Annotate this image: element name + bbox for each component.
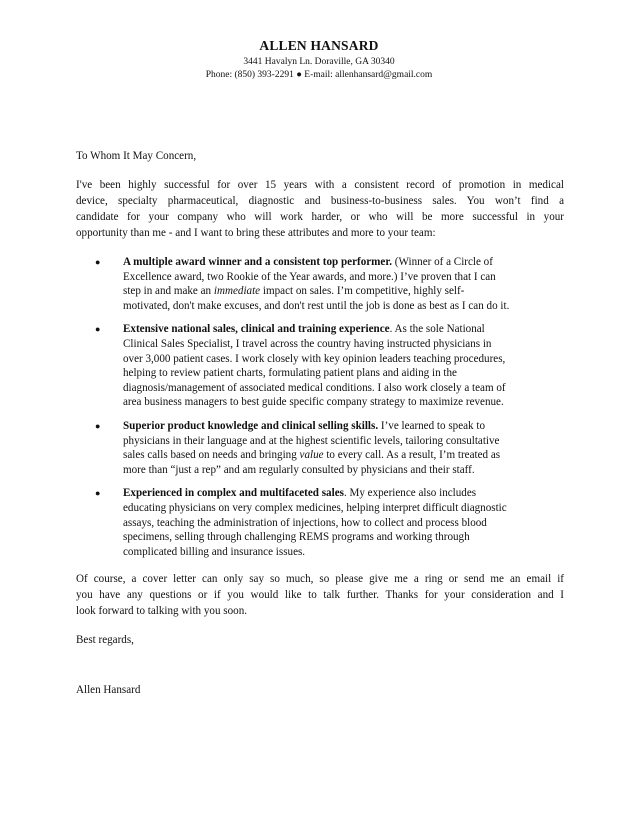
bullet-text: step in and make an bbox=[123, 285, 214, 298]
list-item bbox=[76, 419, 547, 477]
salutation: To Whom It May Concern, bbox=[76, 150, 197, 162]
achievements-list bbox=[76, 255, 564, 559]
list-item bbox=[76, 486, 547, 559]
letterhead bbox=[0, 38, 638, 81]
bullet-icon: ● bbox=[95, 420, 101, 431]
sender-address: 3441 Havalyn Ln. Doraville, GA 30340 bbox=[243, 57, 395, 67]
bullet-text: over 3,000 patient cases. I work closely with key opinion leaders teaching procedures, bbox=[123, 352, 506, 365]
intro-line: I've been highly successful for over 15 years with a consistent record of promotion in medical bbox=[76, 179, 564, 191]
bullet-heading: Experienced in complex and multifaceted sales bbox=[123, 487, 344, 500]
letter-body bbox=[76, 148, 564, 698]
closing-line: look forward to talking with you soon. bbox=[76, 605, 248, 618]
signature-name: Allen Hansard bbox=[76, 684, 141, 697]
bullet-text: motivated, don't make excuses, and don't rest until the job is done as best as I can do it. bbox=[123, 299, 510, 312]
intro-line: candidate for your company who will work harder, or who will be more successful in your bbox=[76, 211, 564, 223]
closing-paragraph bbox=[76, 571, 564, 619]
bullet-text: assays, teaching the administration of injections, how to collect and process blood bbox=[123, 516, 487, 529]
sender-name: ALLEN HANSARD bbox=[259, 38, 379, 53]
bullet-text: specimens, selling through challenging REMS programs and working through bbox=[123, 531, 470, 544]
intro-line: device, specialty pharmaceutical, diagnostic and business-to-business sales. You won’t find a bbox=[76, 195, 564, 207]
bullet-heading: Extensive national sales, clinical and training experience bbox=[123, 323, 390, 336]
intro-line: opportunity than me - and I want to bring these attributes and more to your team: bbox=[76, 227, 436, 239]
bullet-text: . As the sole National bbox=[389, 323, 485, 336]
bullet-icon: ● bbox=[95, 257, 101, 267]
bullet-text: diagnosis/management of associated medical conditions. I also work closely a team of bbox=[123, 381, 506, 394]
bullet-text: helping to review patient charts, formulating patient plans and aiding in the bbox=[123, 367, 457, 380]
bullet-text: to every call. As a result, I’m treated as bbox=[323, 449, 501, 462]
bullet-text: Excellence award, two Rookie of the Year awards, and more.) I’ve proven that I can bbox=[123, 270, 496, 283]
bullet-text: more than “just a rep” and am regularly consulted by physicians and their staff. bbox=[123, 463, 475, 476]
bullet-text: I’ve learned to speak to bbox=[378, 419, 485, 432]
bullet-text: sales calls based on needs and bringing bbox=[123, 449, 300, 462]
closing-line: you have any questions or if you would like to talk further. Thanks for your consideration and I bbox=[76, 589, 564, 602]
closing-regards: Best regards, bbox=[76, 634, 134, 647]
bullet-heading: A multiple award winner and a consistent top performer. bbox=[123, 256, 393, 268]
closing-line: Of course, a cover letter can only say so much, so please give me a ring or send me an email if bbox=[76, 573, 564, 586]
bullet-text: area business managers to best guide specific company strategy to maximize revenue. bbox=[123, 396, 504, 409]
bullet-heading: Superior product knowledge and clinical selling skills. bbox=[123, 419, 379, 432]
bullet-text: impact on sales. I’m competitive, highly self- bbox=[260, 285, 465, 298]
bullet-icon: ● bbox=[95, 324, 101, 335]
sender-contact: Phone: (850) 393-2291 ● E-mail: allenhansard@gmail.com bbox=[205, 70, 433, 80]
list-item bbox=[76, 322, 547, 410]
bullet-icon: ● bbox=[95, 488, 101, 499]
bullet-text: Clinical Sales Specialist, I travel across the country having instructed physicians in bbox=[123, 337, 492, 350]
bullet-text: complicated billing and insurance issues. bbox=[123, 545, 306, 558]
intro-paragraph bbox=[76, 177, 564, 241]
bullet-text: (Winner of a Circle of bbox=[392, 256, 493, 268]
bullet-text: educating physicians on very complex medicines, helping interpret difficult diagnostic bbox=[123, 501, 507, 514]
bullet-text: . My experience also includes bbox=[343, 487, 477, 500]
emphasis-text: value bbox=[299, 449, 324, 462]
emphasis-text: immediate bbox=[213, 285, 261, 298]
bullet-text: physicians in their language and at the highest scientific levels, tailoring consultative bbox=[123, 434, 500, 447]
list-item bbox=[76, 255, 547, 313]
